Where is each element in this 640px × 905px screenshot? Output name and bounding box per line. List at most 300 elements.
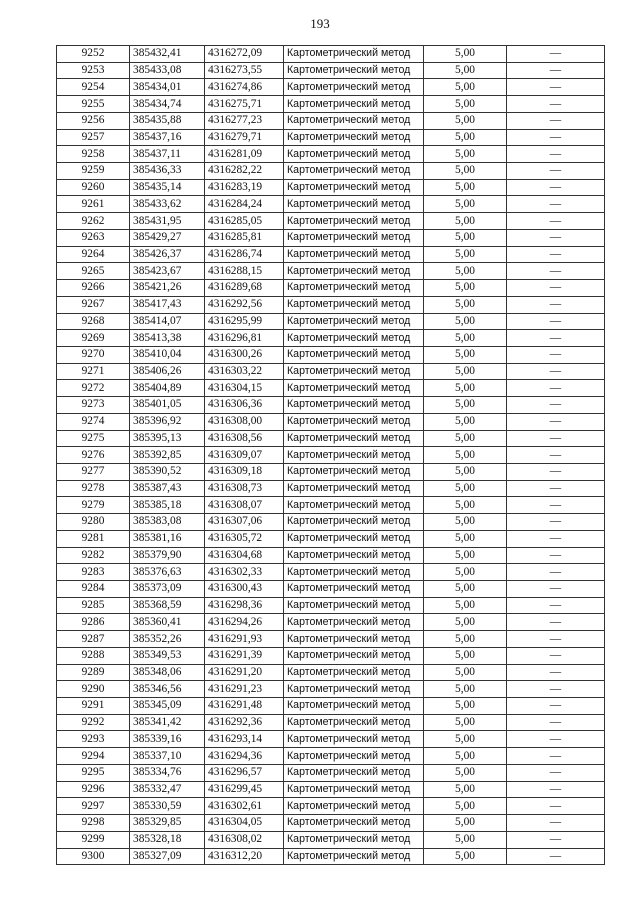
y-coordinate-cell: 4316293,14 bbox=[205, 731, 284, 748]
accuracy-cell: 5,00 bbox=[424, 112, 507, 129]
table-row bbox=[57, 514, 605, 531]
table-row bbox=[57, 564, 605, 581]
point-number-cell: 9295 bbox=[57, 764, 130, 781]
table-row bbox=[57, 263, 605, 280]
method-cell: Картометрический метод bbox=[284, 79, 424, 96]
point-number-cell: 9298 bbox=[57, 815, 130, 832]
x-coordinate-cell: 385396,92 bbox=[130, 413, 205, 430]
method-cell: Картометрический метод bbox=[284, 280, 424, 297]
method-cell: Картометрический метод bbox=[284, 480, 424, 497]
table-row bbox=[57, 714, 605, 731]
y-coordinate-cell: 4316312,20 bbox=[205, 848, 284, 865]
method-cell: Картометрический метод bbox=[284, 731, 424, 748]
point-number-cell: 9271 bbox=[57, 363, 130, 380]
accuracy-cell: 5,00 bbox=[424, 698, 507, 715]
x-coordinate-cell: 385373,09 bbox=[130, 581, 205, 598]
x-coordinate-cell: 385341,42 bbox=[130, 714, 205, 731]
table-row bbox=[57, 647, 605, 664]
table-row bbox=[57, 213, 605, 230]
point-number-cell: 9275 bbox=[57, 430, 130, 447]
y-coordinate-cell: 4316283,19 bbox=[205, 179, 284, 196]
description-cell: — bbox=[507, 413, 605, 430]
accuracy-cell: 5,00 bbox=[424, 748, 507, 765]
accuracy-cell: 5,00 bbox=[424, 848, 507, 865]
description-cell: — bbox=[507, 831, 605, 848]
table-row bbox=[57, 798, 605, 815]
method-cell: Картометрический метод bbox=[284, 781, 424, 798]
accuracy-cell: 5,00 bbox=[424, 380, 507, 397]
y-coordinate-cell: 4316292,56 bbox=[205, 296, 284, 313]
y-coordinate-cell: 4316309,18 bbox=[205, 463, 284, 480]
accuracy-cell: 5,00 bbox=[424, 146, 507, 163]
accuracy-cell: 5,00 bbox=[424, 229, 507, 246]
point-number-cell: 9270 bbox=[57, 346, 130, 363]
method-cell: Картометрический метод bbox=[284, 514, 424, 531]
description-cell: — bbox=[507, 146, 605, 163]
method-cell: Картометрический метод bbox=[284, 831, 424, 848]
table-row bbox=[57, 698, 605, 715]
table-row bbox=[57, 413, 605, 430]
y-coordinate-cell: 4316274,86 bbox=[205, 79, 284, 96]
table-row bbox=[57, 179, 605, 196]
description-cell: — bbox=[507, 463, 605, 480]
x-coordinate-cell: 385332,47 bbox=[130, 781, 205, 798]
accuracy-cell: 5,00 bbox=[424, 614, 507, 631]
method-cell: Картометрический метод bbox=[284, 714, 424, 731]
method-cell: Картометрический метод bbox=[284, 647, 424, 664]
description-cell: — bbox=[507, 647, 605, 664]
accuracy-cell: 5,00 bbox=[424, 664, 507, 681]
y-coordinate-cell: 4316309,07 bbox=[205, 447, 284, 464]
x-coordinate-cell: 385431,95 bbox=[130, 213, 205, 230]
description-cell: — bbox=[507, 179, 605, 196]
table-row bbox=[57, 313, 605, 330]
table-row bbox=[57, 581, 605, 598]
method-cell: Картометрический метод bbox=[284, 664, 424, 681]
description-cell: — bbox=[507, 79, 605, 96]
description-cell: — bbox=[507, 597, 605, 614]
accuracy-cell: 5,00 bbox=[424, 413, 507, 430]
x-coordinate-cell: 385401,05 bbox=[130, 397, 205, 414]
table-row bbox=[57, 848, 605, 865]
table-row bbox=[57, 229, 605, 246]
point-number-cell: 9284 bbox=[57, 581, 130, 598]
table-row bbox=[57, 597, 605, 614]
table-row bbox=[57, 196, 605, 213]
x-coordinate-cell: 385352,26 bbox=[130, 631, 205, 648]
table-row bbox=[57, 463, 605, 480]
method-cell: Картометрический метод bbox=[284, 597, 424, 614]
y-coordinate-cell: 4316296,57 bbox=[205, 764, 284, 781]
table-row bbox=[57, 748, 605, 765]
accuracy-cell: 5,00 bbox=[424, 96, 507, 113]
accuracy-cell: 5,00 bbox=[424, 62, 507, 79]
x-coordinate-cell: 385337,10 bbox=[130, 748, 205, 765]
table-row bbox=[57, 815, 605, 832]
x-coordinate-cell: 385423,67 bbox=[130, 263, 205, 280]
accuracy-cell: 5,00 bbox=[424, 781, 507, 798]
y-coordinate-cell: 4316306,36 bbox=[205, 397, 284, 414]
point-number-cell: 9293 bbox=[57, 731, 130, 748]
table-row bbox=[57, 497, 605, 514]
point-number-cell: 9257 bbox=[57, 129, 130, 146]
point-number-cell: 9288 bbox=[57, 647, 130, 664]
accuracy-cell: 5,00 bbox=[424, 831, 507, 848]
method-cell: Картометрический метод bbox=[284, 196, 424, 213]
description-cell: — bbox=[507, 280, 605, 297]
x-coordinate-cell: 385435,88 bbox=[130, 112, 205, 129]
y-coordinate-cell: 4316300,26 bbox=[205, 346, 284, 363]
table-row bbox=[57, 631, 605, 648]
x-coordinate-cell: 385433,08 bbox=[130, 62, 205, 79]
y-coordinate-cell: 4316273,55 bbox=[205, 62, 284, 79]
description-cell: — bbox=[507, 714, 605, 731]
description-cell: — bbox=[507, 213, 605, 230]
description-cell: — bbox=[507, 263, 605, 280]
point-number-cell: 9290 bbox=[57, 681, 130, 698]
method-cell: Картометрический метод bbox=[284, 497, 424, 514]
x-coordinate-cell: 385376,63 bbox=[130, 564, 205, 581]
description-cell: — bbox=[507, 764, 605, 781]
point-number-cell: 9272 bbox=[57, 380, 130, 397]
table-row bbox=[57, 129, 605, 146]
table-row bbox=[57, 614, 605, 631]
accuracy-cell: 5,00 bbox=[424, 263, 507, 280]
accuracy-cell: 5,00 bbox=[424, 346, 507, 363]
accuracy-cell: 5,00 bbox=[424, 731, 507, 748]
x-coordinate-cell: 385434,01 bbox=[130, 79, 205, 96]
point-number-cell: 9255 bbox=[57, 96, 130, 113]
point-number-cell: 9267 bbox=[57, 296, 130, 313]
point-number-cell: 9252 bbox=[57, 46, 130, 63]
accuracy-cell: 5,00 bbox=[424, 798, 507, 815]
x-coordinate-cell: 385390,52 bbox=[130, 463, 205, 480]
point-number-cell: 9260 bbox=[57, 179, 130, 196]
description-cell: — bbox=[507, 731, 605, 748]
accuracy-cell: 5,00 bbox=[424, 463, 507, 480]
method-cell: Картометрический метод bbox=[284, 631, 424, 648]
x-coordinate-cell: 385433,62 bbox=[130, 196, 205, 213]
table-row bbox=[57, 346, 605, 363]
method-cell: Картометрический метод bbox=[284, 413, 424, 430]
x-coordinate-cell: 385385,18 bbox=[130, 497, 205, 514]
x-coordinate-cell: 385379,90 bbox=[130, 547, 205, 564]
x-coordinate-cell: 385334,76 bbox=[130, 764, 205, 781]
description-cell: — bbox=[507, 614, 605, 631]
method-cell: Картометрический метод bbox=[284, 313, 424, 330]
point-number-cell: 9282 bbox=[57, 547, 130, 564]
y-coordinate-cell: 4316289,68 bbox=[205, 280, 284, 297]
description-cell: — bbox=[507, 163, 605, 180]
x-coordinate-cell: 385406,26 bbox=[130, 363, 205, 380]
y-coordinate-cell: 4316291,39 bbox=[205, 647, 284, 664]
y-coordinate-cell: 4316295,99 bbox=[205, 313, 284, 330]
description-cell: — bbox=[507, 497, 605, 514]
y-coordinate-cell: 4316304,68 bbox=[205, 547, 284, 564]
point-number-cell: 9297 bbox=[57, 798, 130, 815]
method-cell: Картометрический метод bbox=[284, 296, 424, 313]
table-row bbox=[57, 296, 605, 313]
accuracy-cell: 5,00 bbox=[424, 397, 507, 414]
method-cell: Картометрический метод bbox=[284, 46, 424, 63]
description-cell: — bbox=[507, 380, 605, 397]
accuracy-cell: 5,00 bbox=[424, 530, 507, 547]
x-coordinate-cell: 385434,74 bbox=[130, 96, 205, 113]
table-row bbox=[57, 397, 605, 414]
accuracy-cell: 5,00 bbox=[424, 129, 507, 146]
x-coordinate-cell: 385360,41 bbox=[130, 614, 205, 631]
table-row bbox=[57, 764, 605, 781]
method-cell: Картометрический метод bbox=[284, 530, 424, 547]
description-cell: — bbox=[507, 112, 605, 129]
y-coordinate-cell: 4316308,00 bbox=[205, 413, 284, 430]
accuracy-cell: 5,00 bbox=[424, 330, 507, 347]
description-cell: — bbox=[507, 229, 605, 246]
point-number-cell: 9273 bbox=[57, 397, 130, 414]
page-number: 193 bbox=[310, 16, 330, 31]
description-cell: — bbox=[507, 480, 605, 497]
x-coordinate-cell: 385436,33 bbox=[130, 163, 205, 180]
description-cell: — bbox=[507, 530, 605, 547]
x-coordinate-cell: 385432,41 bbox=[130, 46, 205, 63]
method-cell: Картометрический метод bbox=[284, 581, 424, 598]
accuracy-cell: 5,00 bbox=[424, 313, 507, 330]
y-coordinate-cell: 4316303,22 bbox=[205, 363, 284, 380]
method-cell: Картометрический метод bbox=[284, 547, 424, 564]
y-coordinate-cell: 4316308,73 bbox=[205, 480, 284, 497]
y-coordinate-cell: 4316291,48 bbox=[205, 698, 284, 715]
accuracy-cell: 5,00 bbox=[424, 46, 507, 63]
table-row bbox=[57, 246, 605, 263]
point-number-cell: 9266 bbox=[57, 280, 130, 297]
accuracy-cell: 5,00 bbox=[424, 564, 507, 581]
accuracy-cell: 5,00 bbox=[424, 514, 507, 531]
description-cell: — bbox=[507, 363, 605, 380]
point-number-cell: 9265 bbox=[57, 263, 130, 280]
method-cell: Картометрический метод bbox=[284, 213, 424, 230]
description-cell: — bbox=[507, 62, 605, 79]
accuracy-cell: 5,00 bbox=[424, 597, 507, 614]
point-number-cell: 9300 bbox=[57, 848, 130, 865]
accuracy-cell: 5,00 bbox=[424, 79, 507, 96]
description-cell: — bbox=[507, 96, 605, 113]
table-row bbox=[57, 664, 605, 681]
method-cell: Картометрический метод bbox=[284, 246, 424, 263]
method-cell: Картометрический метод bbox=[284, 748, 424, 765]
accuracy-cell: 5,00 bbox=[424, 581, 507, 598]
description-cell: — bbox=[507, 330, 605, 347]
x-coordinate-cell: 385348,06 bbox=[130, 664, 205, 681]
point-number-cell: 9294 bbox=[57, 748, 130, 765]
table-row bbox=[57, 831, 605, 848]
x-coordinate-cell: 385339,16 bbox=[130, 731, 205, 748]
method-cell: Картометрический метод bbox=[284, 614, 424, 631]
method-cell: Картометрический метод bbox=[284, 397, 424, 414]
method-cell: Картометрический метод bbox=[284, 463, 424, 480]
x-coordinate-cell: 385349,53 bbox=[130, 647, 205, 664]
x-coordinate-cell: 385383,08 bbox=[130, 514, 205, 531]
x-coordinate-cell: 385345,09 bbox=[130, 698, 205, 715]
description-cell: — bbox=[507, 129, 605, 146]
method-cell: Картометрический метод bbox=[284, 447, 424, 464]
y-coordinate-cell: 4316291,93 bbox=[205, 631, 284, 648]
y-coordinate-cell: 4316304,15 bbox=[205, 380, 284, 397]
y-coordinate-cell: 4316305,72 bbox=[205, 530, 284, 547]
accuracy-cell: 5,00 bbox=[424, 246, 507, 263]
description-cell: — bbox=[507, 346, 605, 363]
method-cell: Картометрический метод bbox=[284, 430, 424, 447]
method-cell: Картометрический метод bbox=[284, 815, 424, 832]
x-coordinate-cell: 385426,37 bbox=[130, 246, 205, 263]
table-row bbox=[57, 731, 605, 748]
y-coordinate-cell: 4316299,45 bbox=[205, 781, 284, 798]
point-number-cell: 9264 bbox=[57, 246, 130, 263]
accuracy-cell: 5,00 bbox=[424, 163, 507, 180]
description-cell: — bbox=[507, 698, 605, 715]
description-cell: — bbox=[507, 564, 605, 581]
accuracy-cell: 5,00 bbox=[424, 296, 507, 313]
y-coordinate-cell: 4316302,61 bbox=[205, 798, 284, 815]
table-row bbox=[57, 530, 605, 547]
x-coordinate-cell: 385387,43 bbox=[130, 480, 205, 497]
x-coordinate-cell: 385368,59 bbox=[130, 597, 205, 614]
table-row bbox=[57, 46, 605, 63]
table-row bbox=[57, 146, 605, 163]
accuracy-cell: 5,00 bbox=[424, 497, 507, 514]
y-coordinate-cell: 4316294,36 bbox=[205, 748, 284, 765]
description-cell: — bbox=[507, 815, 605, 832]
x-coordinate-cell: 385437,11 bbox=[130, 146, 205, 163]
description-cell: — bbox=[507, 681, 605, 698]
point-number-cell: 9261 bbox=[57, 196, 130, 213]
table-row bbox=[57, 430, 605, 447]
method-cell: Картометрический метод bbox=[284, 380, 424, 397]
accuracy-cell: 5,00 bbox=[424, 363, 507, 380]
description-cell: — bbox=[507, 748, 605, 765]
x-coordinate-cell: 385392,85 bbox=[130, 447, 205, 464]
y-coordinate-cell: 4316307,06 bbox=[205, 514, 284, 531]
table-row bbox=[57, 781, 605, 798]
method-cell: Картометрический метод bbox=[284, 112, 424, 129]
point-number-cell: 9289 bbox=[57, 664, 130, 681]
y-coordinate-cell: 4316308,07 bbox=[205, 497, 284, 514]
y-coordinate-cell: 4316279,71 bbox=[205, 129, 284, 146]
x-coordinate-cell: 385429,27 bbox=[130, 229, 205, 246]
description-cell: — bbox=[507, 581, 605, 598]
method-cell: Картометрический метод bbox=[284, 564, 424, 581]
point-number-cell: 9279 bbox=[57, 497, 130, 514]
y-coordinate-cell: 4316282,22 bbox=[205, 163, 284, 180]
x-coordinate-cell: 385330,59 bbox=[130, 798, 205, 815]
y-coordinate-cell: 4316288,15 bbox=[205, 263, 284, 280]
table-row bbox=[57, 547, 605, 564]
point-number-cell: 9268 bbox=[57, 313, 130, 330]
y-coordinate-cell: 4316304,05 bbox=[205, 815, 284, 832]
point-number-cell: 9259 bbox=[57, 163, 130, 180]
description-cell: — bbox=[507, 313, 605, 330]
accuracy-cell: 5,00 bbox=[424, 815, 507, 832]
point-number-cell: 9258 bbox=[57, 146, 130, 163]
description-cell: — bbox=[507, 196, 605, 213]
x-coordinate-cell: 385437,16 bbox=[130, 129, 205, 146]
accuracy-cell: 5,00 bbox=[424, 547, 507, 564]
x-coordinate-cell: 385404,89 bbox=[130, 380, 205, 397]
x-coordinate-cell: 385421,26 bbox=[130, 280, 205, 297]
method-cell: Картометрический метод bbox=[284, 163, 424, 180]
description-cell: — bbox=[507, 246, 605, 263]
accuracy-cell: 5,00 bbox=[424, 764, 507, 781]
description-cell: — bbox=[507, 781, 605, 798]
y-coordinate-cell: 4316277,23 bbox=[205, 112, 284, 129]
method-cell: Картометрический метод bbox=[284, 146, 424, 163]
table-row bbox=[57, 330, 605, 347]
x-coordinate-cell: 385328,18 bbox=[130, 831, 205, 848]
y-coordinate-cell: 4316281,09 bbox=[205, 146, 284, 163]
method-cell: Картометрический метод bbox=[284, 229, 424, 246]
accuracy-cell: 5,00 bbox=[424, 196, 507, 213]
table-row bbox=[57, 163, 605, 180]
coordinates-table bbox=[56, 45, 605, 865]
method-cell: Картометрический метод bbox=[284, 363, 424, 380]
point-number-cell: 9283 bbox=[57, 564, 130, 581]
accuracy-cell: 5,00 bbox=[424, 179, 507, 196]
point-number-cell: 9285 bbox=[57, 597, 130, 614]
point-number-cell: 9269 bbox=[57, 330, 130, 347]
point-number-cell: 9278 bbox=[57, 480, 130, 497]
coordinates-table-body bbox=[57, 46, 605, 865]
x-coordinate-cell: 385395,13 bbox=[130, 430, 205, 447]
method-cell: Картометрический метод bbox=[284, 681, 424, 698]
description-cell: — bbox=[507, 430, 605, 447]
y-coordinate-cell: 4316296,81 bbox=[205, 330, 284, 347]
description-cell: — bbox=[507, 547, 605, 564]
y-coordinate-cell: 4316308,56 bbox=[205, 430, 284, 447]
point-number-cell: 9277 bbox=[57, 463, 130, 480]
y-coordinate-cell: 4316285,81 bbox=[205, 229, 284, 246]
method-cell: Картометрический метод bbox=[284, 698, 424, 715]
y-coordinate-cell: 4316284,24 bbox=[205, 196, 284, 213]
method-cell: Картометрический метод bbox=[284, 330, 424, 347]
accuracy-cell: 5,00 bbox=[424, 480, 507, 497]
accuracy-cell: 5,00 bbox=[424, 447, 507, 464]
accuracy-cell: 5,00 bbox=[424, 213, 507, 230]
point-number-cell: 9280 bbox=[57, 514, 130, 531]
description-cell: — bbox=[507, 798, 605, 815]
y-coordinate-cell: 4316291,23 bbox=[205, 681, 284, 698]
x-coordinate-cell: 385346,56 bbox=[130, 681, 205, 698]
description-cell: — bbox=[507, 514, 605, 531]
point-number-cell: 9276 bbox=[57, 447, 130, 464]
y-coordinate-cell: 4316286,74 bbox=[205, 246, 284, 263]
method-cell: Картометрический метод bbox=[284, 346, 424, 363]
point-number-cell: 9262 bbox=[57, 213, 130, 230]
description-cell: — bbox=[507, 397, 605, 414]
y-coordinate-cell: 4316292,36 bbox=[205, 714, 284, 731]
accuracy-cell: 5,00 bbox=[424, 280, 507, 297]
method-cell: Картометрический метод bbox=[284, 96, 424, 113]
x-coordinate-cell: 385410,04 bbox=[130, 346, 205, 363]
accuracy-cell: 5,00 bbox=[424, 631, 507, 648]
table-row bbox=[57, 480, 605, 497]
y-coordinate-cell: 4316302,33 bbox=[205, 564, 284, 581]
point-number-cell: 9254 bbox=[57, 79, 130, 96]
x-coordinate-cell: 385381,16 bbox=[130, 530, 205, 547]
description-cell: — bbox=[507, 848, 605, 865]
point-number-cell: 9292 bbox=[57, 714, 130, 731]
description-cell: — bbox=[507, 447, 605, 464]
point-number-cell: 9256 bbox=[57, 112, 130, 129]
y-coordinate-cell: 4316294,26 bbox=[205, 614, 284, 631]
